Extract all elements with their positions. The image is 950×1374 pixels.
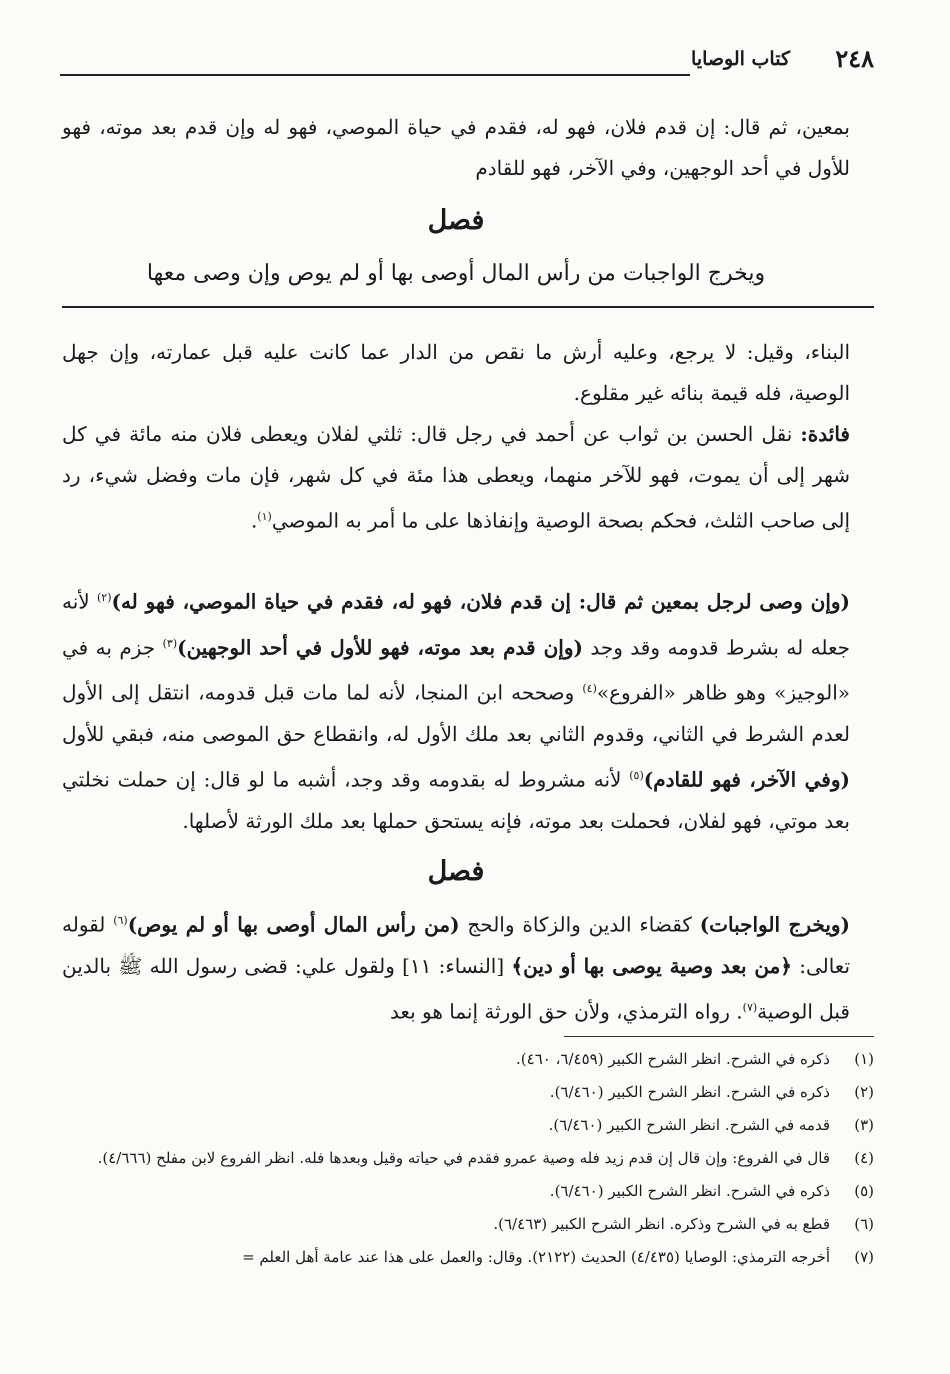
- footnote: [22, 1209, 874, 1239]
- commentary-text: وصححه ابن المنجا، لأنه لما مات قبل قدومه، انتقل إلى الأول لعدم الشرط في الثاني، وقدوم الثاني بعد ملك الأول له، وانقطاع حق الموصى منه، فبقي للأول: [62, 680, 850, 746]
- commentary-text: لأنه مشروط له بقدومه وقد وجد، أشبه ما لو قال: إن حملت نخلتي بعد موتي، فهو لفلان، فحملت بعد موته، فإنه يستحق حملها بعد ملك الورثة لأصلها.: [62, 767, 850, 833]
- footnote-number: (٤): [854, 1149, 874, 1167]
- commentary-paragraph: [62, 577, 850, 842]
- footnote: [22, 1143, 874, 1173]
- footnote-ref: (٥): [629, 768, 644, 782]
- faida-paragraph: [62, 414, 850, 542]
- footnote: [22, 1044, 874, 1074]
- matn-quote: (من رأس المال أوصى بها أو لم يوص): [127, 912, 460, 937]
- footnote: [22, 1077, 874, 1107]
- footnote-separator: [564, 1036, 874, 1037]
- footnote-number: (١): [854, 1050, 874, 1068]
- commentary-paragraph: [62, 900, 850, 1032]
- commentary-text: كقضاء الدين والزكاة والحج: [459, 912, 700, 937]
- commentary-text: . رواه الترمذي، ولأن حق الورثة إنما هو بعد: [389, 999, 743, 1024]
- footnote-number: (٥): [854, 1182, 874, 1200]
- footnote: [22, 1242, 874, 1272]
- footnote-number: (٢): [854, 1083, 874, 1101]
- footnote-number: (٧): [854, 1248, 874, 1266]
- footnote-text: قدمه في الشرح. انظر الشرح الكبير (٦/٤٦٠).: [548, 1116, 830, 1134]
- footnote-text: ذكره في الشرح. انظر الشرح الكبير (٦/٤٥٩، ٤٦٠).: [516, 1050, 830, 1068]
- footnote-text: ذكره في الشرح. انظر الشرح الكبير (٦/٤٦٠).: [549, 1182, 830, 1200]
- footnote-number: (٣): [854, 1116, 874, 1134]
- commentary-text: جزم به في «الوجيز» وهو ظاهر «الفروع»: [62, 635, 850, 705]
- section-heading-fasl: فصل: [427, 856, 485, 887]
- page-header: [56, 38, 874, 78]
- footnote-ref: (٣): [162, 636, 178, 650]
- footnote-text: ذكره في الشرح. انظر الشرح الكبير (٦/٤٦٠).: [549, 1083, 830, 1101]
- footnote-ref: (١): [257, 510, 272, 523]
- matn-text: ويخرج الواجبات من رأس المال أوصى بها أو لم يوص وإن وصى معها: [146, 261, 766, 286]
- footnote: [22, 1176, 874, 1206]
- header-rule: [60, 74, 690, 76]
- matn-separator-rule: [62, 306, 874, 308]
- footnote: [22, 1110, 874, 1140]
- matn-continuation: بمعين، ثم قال: إن قدم فلان، فهو له، فقدم في حياة الموصي، فهو له وإن قدم بعد موته، فهو للأول في أحد الوجهين، وفي الآخر، فهو للقادم: [62, 115, 850, 180]
- book-page: [62, 0, 874, 1374]
- footnote-ref: (٤): [582, 682, 597, 696]
- footnote-ref: (٢): [96, 591, 112, 604]
- commentary-paragraph: البناء، وقيل: لا يرجع، وعليه أرش ما نقص من الدار عما كانت عليه قبل عمارته، وإن جهل الوصية، فله قيمة بنائه غير مقلوع.: [62, 340, 850, 405]
- faida-text: نقل الحسن بن ثواب عن أحمد في رجل قال: ثلثي لفلان ويعطى فلان منه مائة في كل شهر إلى أن يموت، فهو للآخر منهما، ويعطى هذا مئة في كل شهر، فإن مات وفضل شيء، رد إلى صاحب الثلث، فحكم بصحة الوصية وإنفاذها على ما أمر به الموصي: [62, 422, 850, 533]
- footnote-text: قطع به في الشرح وذكره. انظر الشرح الكبير (٦/٤٦٣).: [493, 1215, 830, 1233]
- page-number: ٢٤٨: [835, 44, 874, 73]
- faida-end: .: [250, 508, 258, 533]
- footnote-number: (٦): [854, 1215, 874, 1233]
- section-heading-fasl: فصل: [427, 205, 485, 236]
- footnote-text: قال في الفروع: وإن قال إن قدم زيد فله وصية عمرو فقدم في حياته وقيل وبعدها فله. انظر الفروع لابن مفلح (٤/٦٦٦).: [97, 1149, 830, 1167]
- matn-quote: (وإن وصى لرجل بمعين ثم قال: إن قدم فلان، فهو له، فقدم في حياة الموصي، فهو له): [111, 589, 850, 614]
- commentary-text: لأنه جعله له بشرط قدومه وقد وجد: [62, 589, 850, 660]
- footnote-ref: (٦): [113, 914, 128, 927]
- running-title: كتاب الوصايا: [691, 48, 790, 70]
- commentary-text: لقوله تعالى:: [62, 912, 851, 978]
- footnote-ref: (٧): [742, 1000, 758, 1014]
- footnotes: [22, 1044, 874, 1275]
- footnote-text: أخرجه الترمذي: الوصايا (٤/٤٣٥) الحديث (٢١٢٢). وقال: والعمل على هذا عند عامة أهل العلم =: [242, 1248, 830, 1266]
- commentary-text: [النساء: ١١] ولقول علي: قضى رسول الله ﷺ بالدين قبل الوصية: [62, 953, 850, 1024]
- matn-quote: (ويخرج الواجبات): [699, 912, 851, 937]
- faida-label: فائدة:: [800, 422, 850, 446]
- matn-quote: (وفي الآخر، فهو للقادم): [643, 767, 850, 792]
- quran-quote: ﴿من بعد وصية يوصى بها أو دين﴾: [511, 953, 793, 978]
- matn-quote: (وإن قدم بعد موته، فهو للأول في أحد الوجهين): [177, 635, 583, 660]
